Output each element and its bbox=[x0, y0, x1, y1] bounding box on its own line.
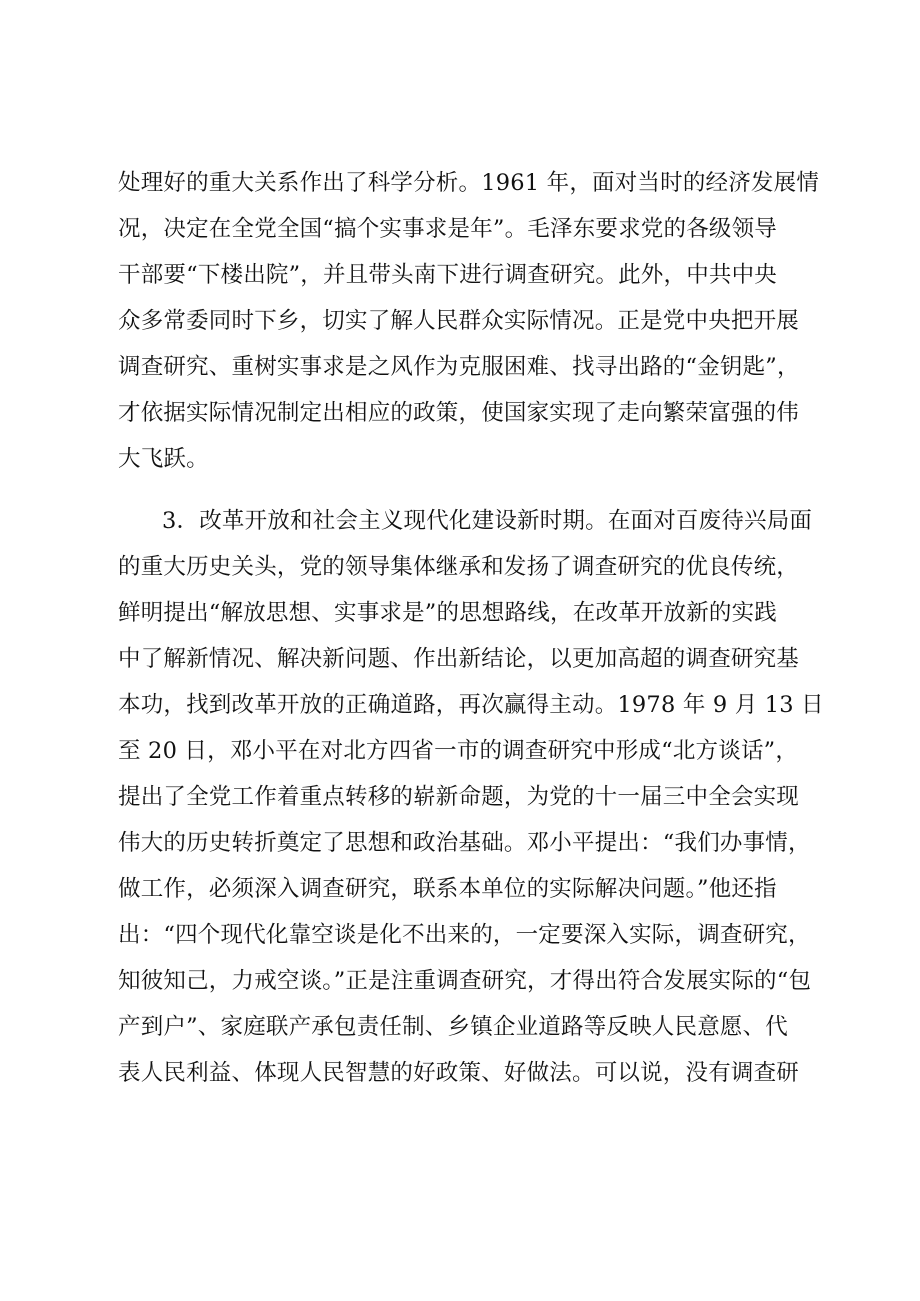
paragraph-2-line-7: 提出了全党工作着重点转移的崭新命题，为党的十一届三中全会实现 bbox=[118, 784, 800, 810]
paragraph-2-line-8: 伟大的历史转折奠定了思想和政治基础。邓小平提出：“我们办事情， bbox=[118, 830, 811, 856]
paragraph-1-line-7: 大飞跃。 bbox=[118, 446, 209, 472]
paragraph-2-line-1: 3．改革开放和社会主义现代化建设新时期。在面对百废待兴局面 bbox=[162, 508, 813, 534]
paragraph-2-line-2: 的重大历史关头，党的领导集体继承和发扬了调查研究的优良传统， bbox=[118, 554, 800, 580]
paragraph-2-line-4: 中了解新情况、解决新问题、作出新结论，以更加高超的调查研究基 bbox=[118, 646, 800, 672]
paragraph-2-line-5: 本功，找到改革开放的正确道路，再次赢得主动。1978 年 9 月 13 日 bbox=[118, 692, 824, 718]
paragraph-2-line-3: 鲜明提出“解放思想、实事求是”的思想路线，在改革开放新的实践 bbox=[118, 600, 778, 626]
paragraph-2-line-9: 做工作，必须深入调查研究，联系本单位的实际解决问题。”他还指 bbox=[118, 876, 777, 902]
paragraph-1-line-4: 众多常委同时下乡，切实了解人民群众实际情况。正是党中央把开展 bbox=[118, 308, 800, 334]
paragraph-2-line-12: 产到户”、家庭联产承包责任制、乡镇企业道路等反映人民意愿、代 bbox=[118, 1014, 789, 1040]
paragraph-2-line-6: 至 20 日，邓小平在对北方四省一市的调查研究中形成“北方谈话”， bbox=[118, 738, 799, 764]
paragraph-1-line-1: 处理好的重大关系作出了科学分析。1961 年，面对当时的经济发展情 bbox=[118, 170, 820, 196]
paragraph-1-line-6: 才依据实际情况制定出相应的政策，使国家实现了走向繁荣富强的伟 bbox=[118, 400, 800, 426]
paragraph-1-line-2: 况，决定在全党全国“搞个实事求是年”。毛泽东要求党的各级领导 bbox=[118, 216, 778, 242]
paragraph-2-line-13: 表人民利益、体现人民智慧的好政策、好做法。可以说，没有调查研 bbox=[118, 1060, 800, 1086]
paragraph-1-line-3: 干部要“下楼出院”，并且带头南下进行调查研究。此外，中共中央 bbox=[118, 262, 778, 288]
paragraph-2-line-11: 知彼知己，力戒空谈。”正是注重调查研究，才得出符合发展实际的“包 bbox=[118, 968, 812, 994]
paragraph-2-line-10: 出：“四个现代化靠空谈是化不出来的，一定要深入实际，调查研究， bbox=[118, 922, 811, 948]
paragraph-1-line-5: 调查研究、重树实事求是之风作为克服困难、找寻出路的“金钥匙”， bbox=[118, 354, 800, 380]
